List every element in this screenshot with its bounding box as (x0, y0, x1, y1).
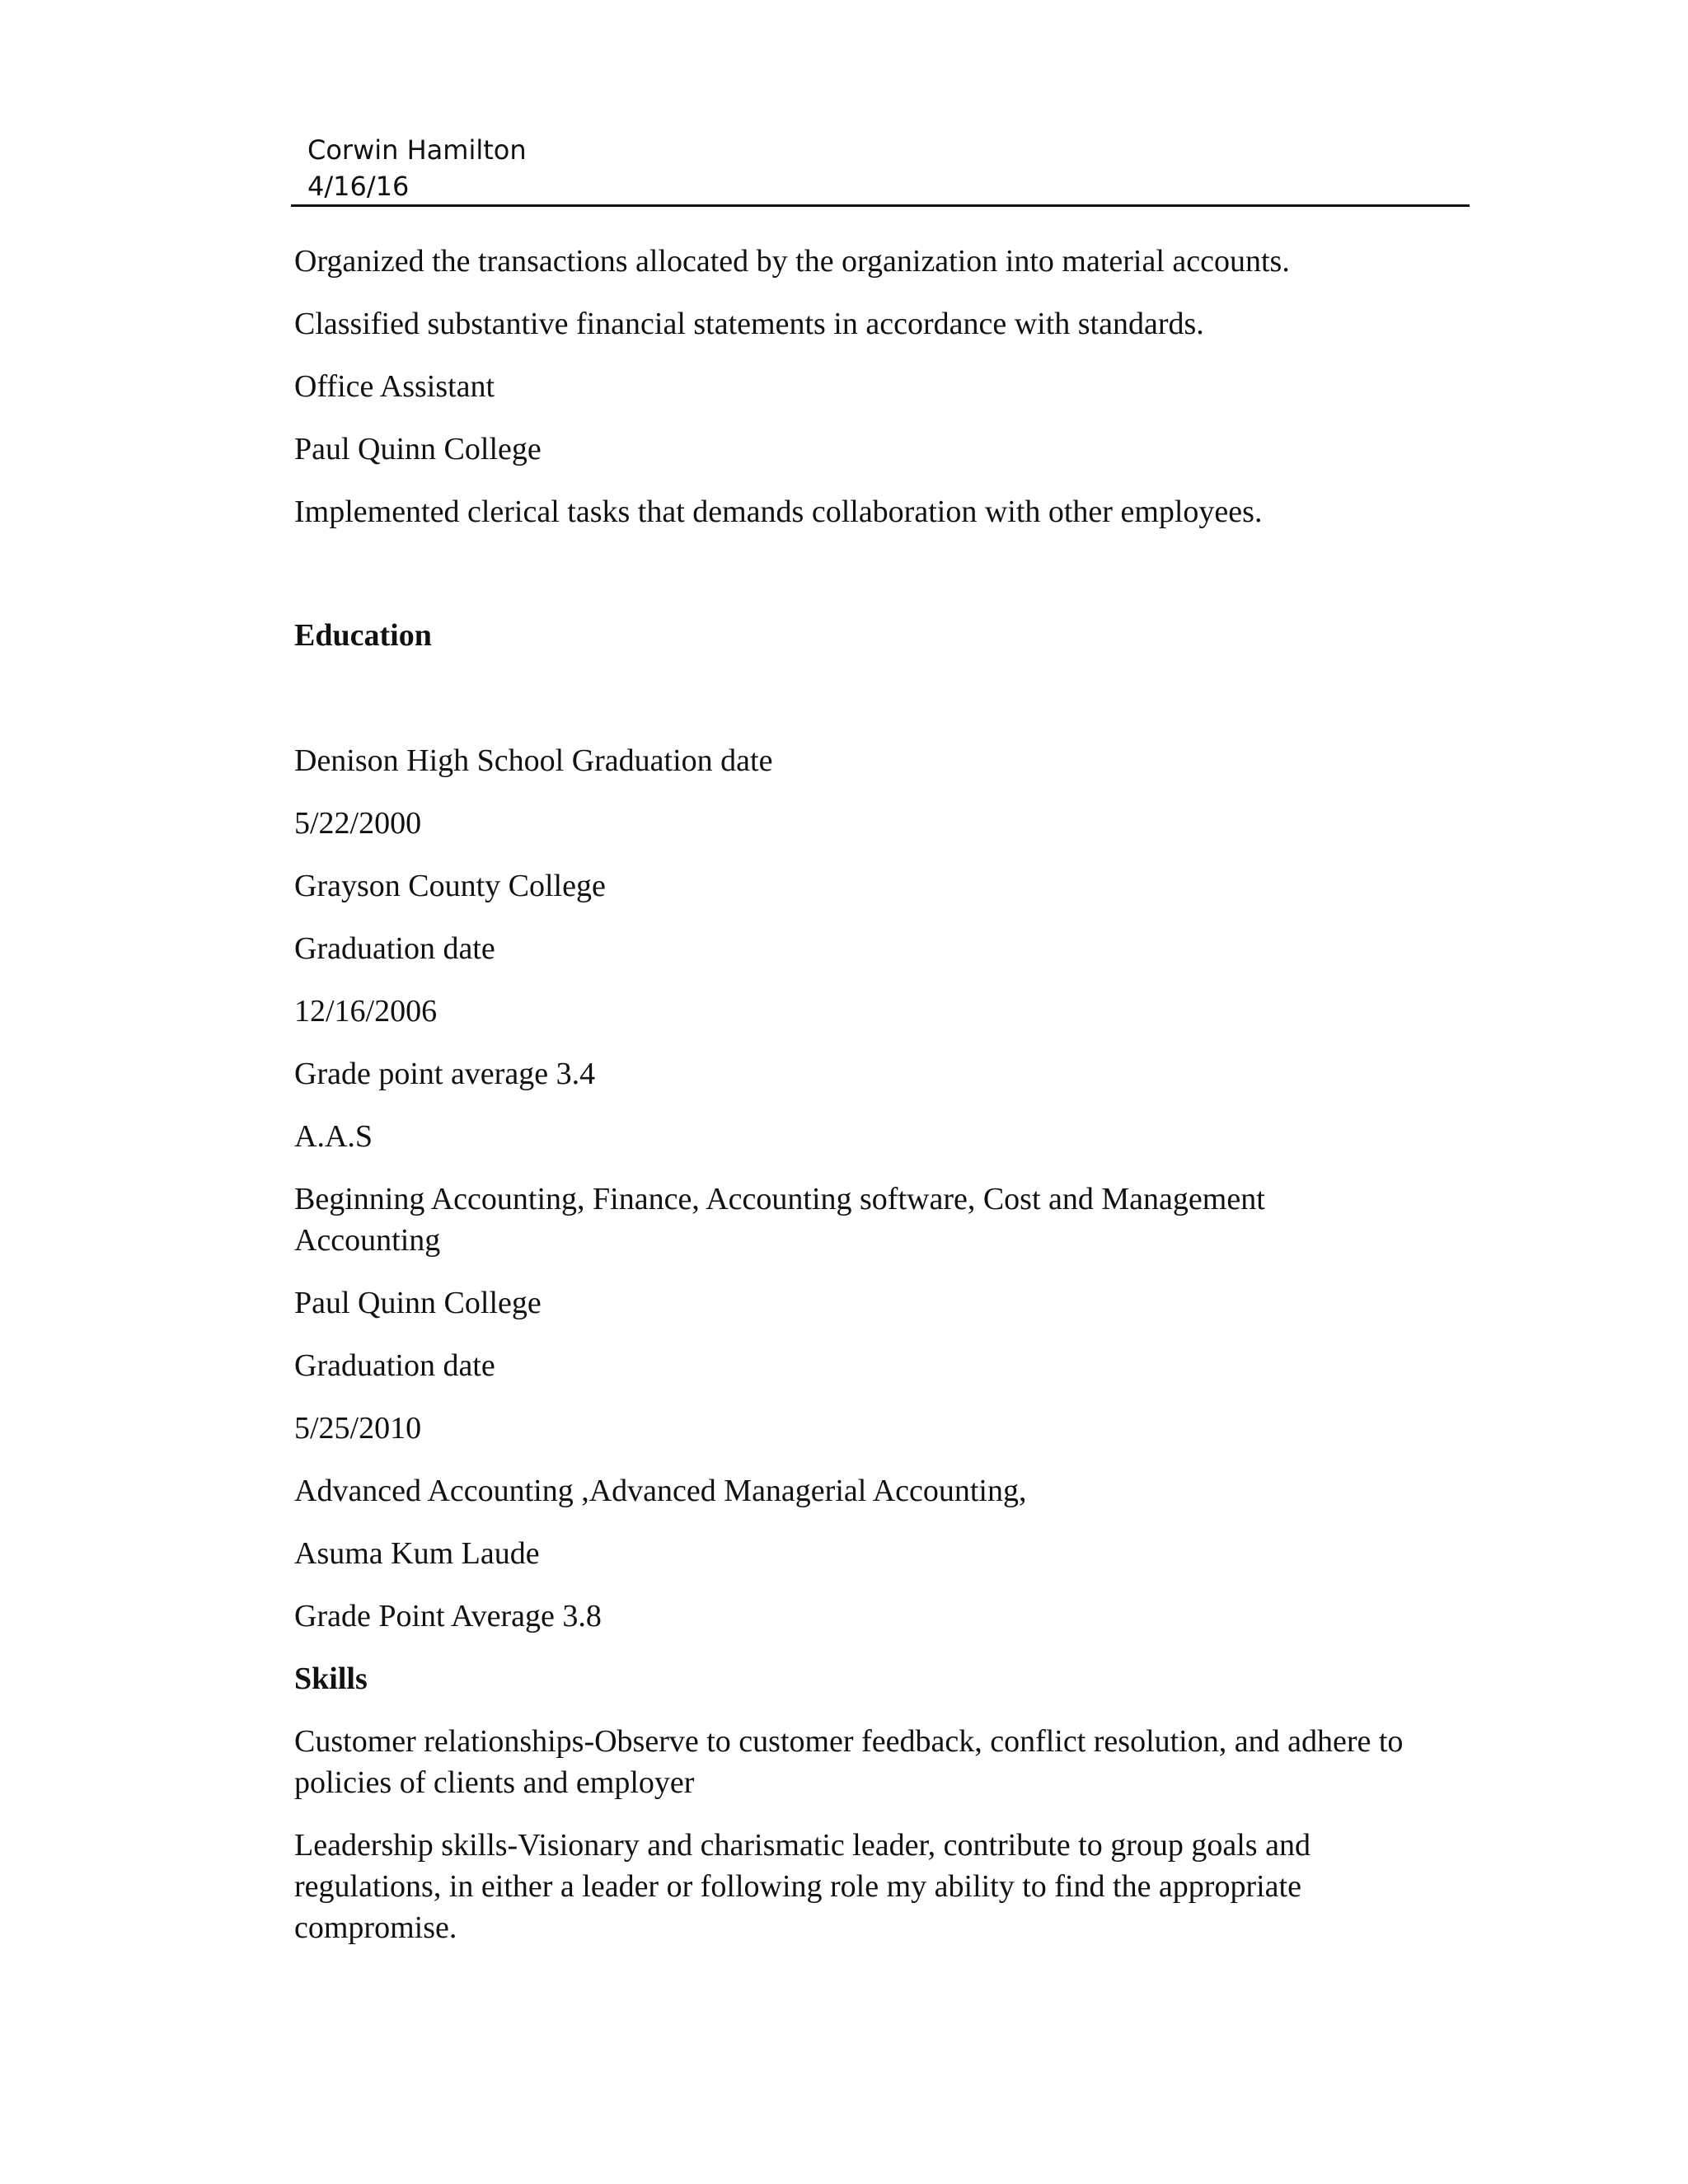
education-line: Graduation date (294, 1348, 495, 1383)
education-line: Advanced Accounting ,Advanced Managerial Accounting, (294, 1474, 1027, 1508)
experience-line: Organized the transactions allocated by the organization into material accounts. (294, 244, 1290, 279)
education-line: Asuma Kum Laude (294, 1536, 540, 1571)
education-line: 5/25/2010 (294, 1411, 422, 1446)
education-heading: Education (294, 618, 432, 653)
section-spacer (294, 677, 1481, 740)
skill-item: Customer relationships-Observe to customer feedback, conflict resolution, and adhere to policies of clients and employer (294, 1724, 1404, 1800)
education-line: Grade point average 3.4 (294, 1057, 596, 1091)
education-line: Grayson County College (294, 869, 606, 903)
education-line: Grade Point Average 3.8 (294, 1599, 602, 1633)
resume-body (294, 241, 1481, 1970)
skill-item: Leadership skills-Visionary and charismatic leader, contribute to group goals and regulations, in either a leader or following role my ability to find the appropriate compromise. (294, 1828, 1311, 1945)
job-title: Office Assistant (294, 369, 495, 404)
employer-name: Paul Quinn College (294, 432, 542, 466)
skills-heading: Skills (294, 1661, 368, 1696)
section-spacer (294, 554, 1481, 615)
header-name: Corwin Hamilton (307, 134, 527, 166)
experience-line: Implemented clerical tasks that demands collaboration with other employees. (294, 494, 1263, 529)
education-line: Paul Quinn College (294, 1286, 542, 1320)
education-line: 12/16/2006 (294, 994, 438, 1029)
header-date: 4/16/16 (307, 171, 410, 202)
education-line: A.A.S (294, 1119, 373, 1154)
education-line: Beginning Accounting, Finance, Accounting software, Cost and Management Accounting (294, 1182, 1265, 1258)
education-line: Graduation date (294, 931, 495, 966)
education-line: 5/22/2000 (294, 806, 422, 841)
page-header (307, 132, 1470, 204)
header-divider (291, 204, 1470, 207)
experience-line: Classified substantive financial statements in accordance with standards. (294, 307, 1204, 341)
education-line: Denison High School Graduation date (294, 743, 773, 778)
